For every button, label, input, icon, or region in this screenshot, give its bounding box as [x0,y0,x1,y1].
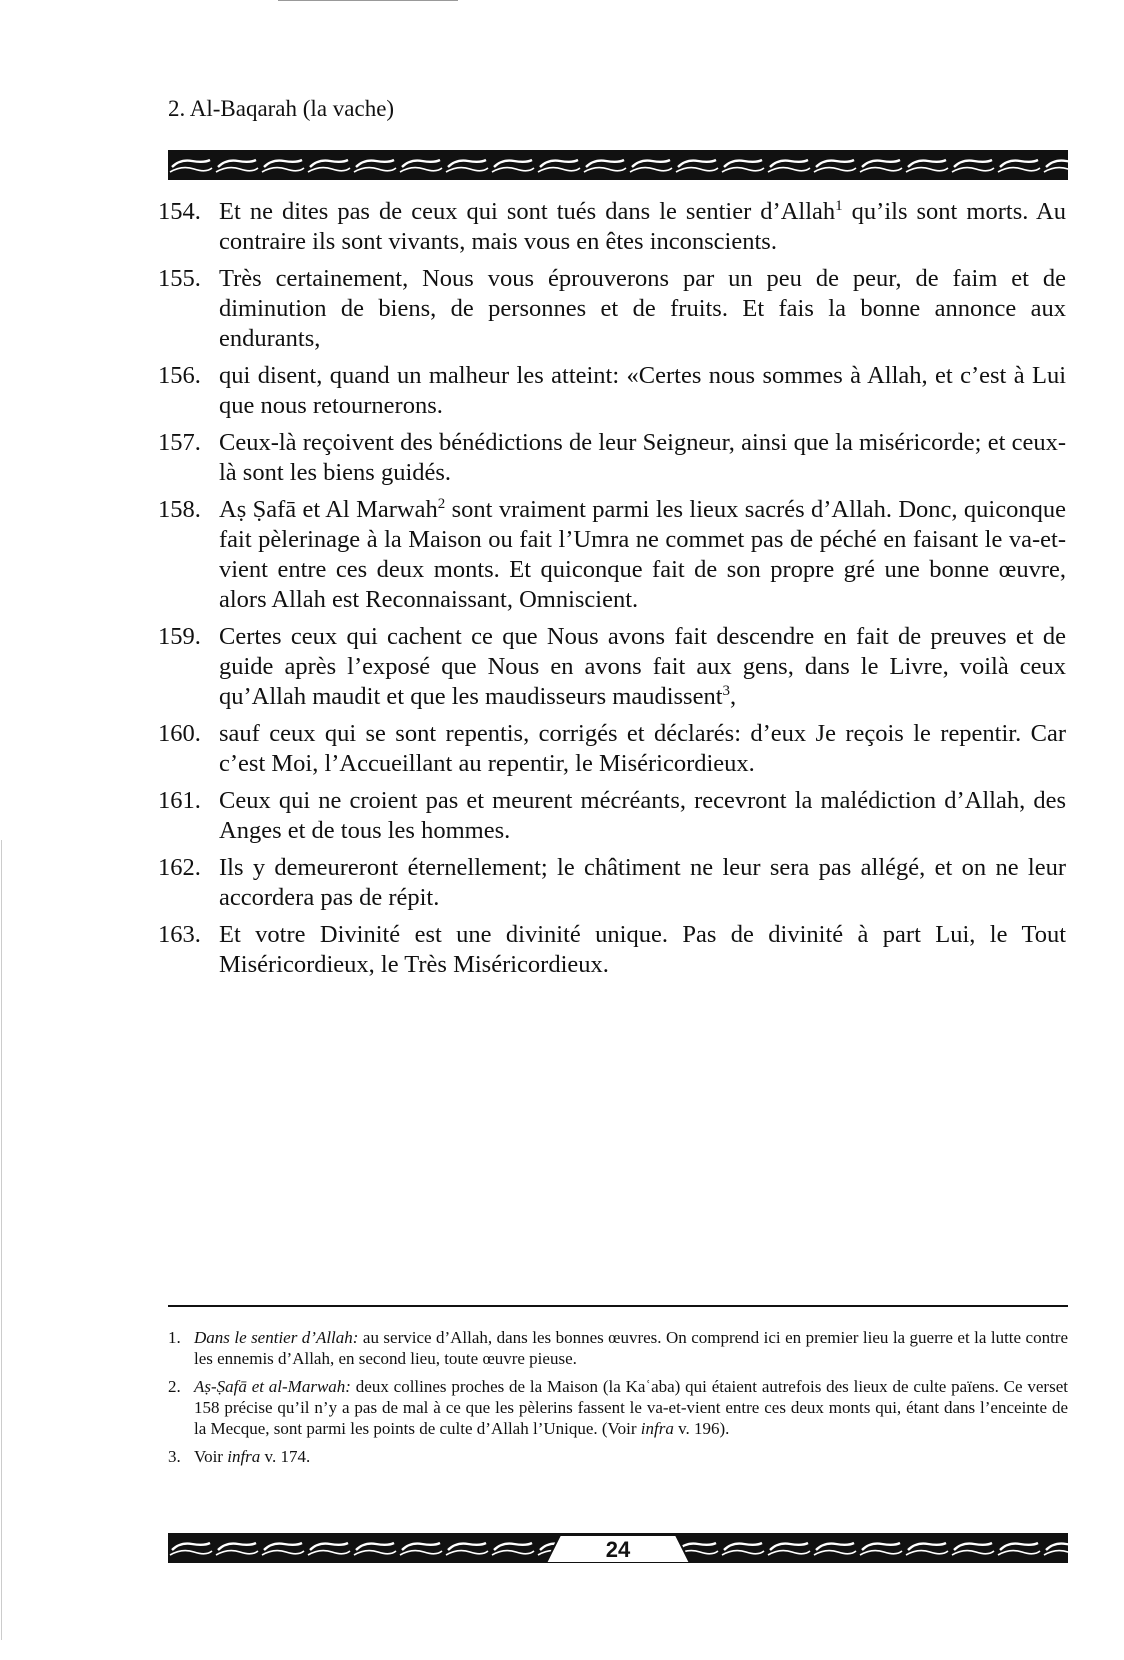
text-run: Aṣ Ṣafā et Al Marwah [219,496,438,523]
verse-number: 160. [158,720,201,747]
verse-text [219,853,1066,913]
verse [158,495,1066,615]
text-run: v. 196). [673,1419,730,1438]
text-run: v. 174. [260,1447,311,1466]
running-header: 2. Al-Baqarah (la vache) [168,96,395,121]
top-edge-rule [278,0,458,1]
text-run: Voir [194,1447,228,1466]
verse-number: 162. [158,854,201,881]
text-run: Ceux-là reçoivent des bénédictions de leur Seigneur, ainsi que la miséricorde; et ceux-là sont les biens guidés. [219,429,1066,486]
verse [158,920,1066,980]
verse-number: 158. [158,496,201,523]
footnote-number: 1. [168,1328,181,1347]
footnote-ref: 2 [437,495,446,512]
verse-number: 163. [158,921,201,948]
text-run: Certes ceux qui cachent ce que Nous avons fait descendre en fait de preuves et de guide après l’exposé que Nous en avons fait aux gens, dans le Livre, voilà ceux qu’Allah maudit et que les maudisseurs maudissent [219,623,1066,710]
footnote [168,1376,1068,1439]
text-run: Ceux qui ne croient pas et meurent mécréants, recevront la malédiction d’Allah, des Anges et de tous les hommes. [219,787,1066,844]
verse-text [219,719,1066,779]
verse-number: 154. [158,198,201,225]
verse [158,786,1066,846]
text-run: , [730,683,737,710]
verse [158,197,1066,257]
verse-text [219,622,1066,712]
footnote-list [168,1327,1068,1474]
verse [158,719,1066,779]
verse-number: 156. [158,362,201,389]
verse-text [219,920,1066,980]
text-run: Et ne dites pas de ceux qui sont tués dans le sentier d’Allah [219,198,836,225]
verse [158,853,1066,913]
verse [158,361,1066,421]
verse-list [158,197,1066,987]
footnote-text [194,1327,1068,1369]
footnote [168,1327,1068,1369]
verse-text [219,786,1066,846]
text-run: qui disent, quand un malheur les atteint: «Certes nous sommes à Allah, et c’est à Lui que nous retournerons. [219,362,1066,419]
verse-number: 161. [158,787,201,814]
footnote-text [194,1446,1068,1467]
verse-number: 157. [158,429,201,456]
bottom-decorative-band [168,1533,1068,1563]
verse-text [219,495,1066,615]
footnote [168,1446,1068,1467]
text-run: sont vraiment parmi les lieux sacrés d’Allah. Donc, quiconque fait pèlerinage à la Maison ou fait l’Umra ne commet pas de péché en faisant le va-et-vient entre ces deux monts. Et quiconque fait de son propre gré une bonne œuvre, alors Allah est Reconnaissant, Omniscient. [219,496,1066,613]
verse-number: 159. [158,623,201,650]
verse [158,622,1066,712]
footnote-text [194,1376,1068,1439]
scan-margin-line [1,840,2,1640]
text-run: Ils y demeureront éternellement; le châtiment ne leur sera pas allégé, et on ne leur accordera pas de répit. [219,854,1066,911]
text-run: au service d’Allah, dans les bonnes œuvres. On comprend ici en premier lieu la guerre et la lutte contre les ennemis d’Allah, en second lieu, toute œuvre pieuse. [194,1328,1069,1368]
text-run: deux collines proches de la Maison (la Kaʿaba) qui étaient autrefois des lieux de culte païens. Ce verset 158 précise qu’il n’y a pas de mal à ce que les pèlerins fassent le va-et-vient entre ces deux monts qui, étant dans l’enceinte de la Mecque, sont parmi les points de culte d’Allah l’Unique. (Voir [194,1377,1068,1438]
page-number: 24 [605,1537,631,1562]
verse [158,264,1066,354]
italic-term: Dans le sentier d’Allah: [194,1328,359,1347]
verse-text [219,428,1066,488]
italic-term: infra [227,1447,261,1466]
footnote-separator [168,1305,1068,1307]
text-run: qu’ils sont morts. Au contraire ils sont vivants, mais vous en êtes inconscients. [219,198,1066,255]
italic-term: infra [640,1419,674,1438]
italic-term: Aṣ-Ṣafā et al-Marwah: [194,1377,351,1396]
verse [158,428,1066,488]
footnote-ref: 1 [835,197,843,214]
text-run: Et votre Divinité est une divinité unique. Pas de divinité à part Lui, le Tout Miséricordieux, le Très Miséricordieux. [219,921,1066,978]
top-decorative-band [168,150,1068,180]
verse-number: 155. [158,265,201,292]
footnote-number: 2. [168,1377,181,1396]
footnote-number: 3. [168,1447,181,1466]
footnote-ref: 3 [722,682,731,699]
verse-text [219,264,1066,354]
verse-text [219,197,1066,257]
text-run: sauf ceux qui se sont repentis, corrigés et déclarés: d’eux Je reçois le repentir. Car c’est Moi, l’Accueillant au repentir, le Miséricordieux. [219,720,1066,777]
verse-text [219,361,1066,421]
text-run: Très certainement, Nous vous éprouverons par un peu de peur, de faim et de diminution de biens, de personnes et de fruits. Et fais la bonne annonce aux endurants, [219,265,1066,352]
